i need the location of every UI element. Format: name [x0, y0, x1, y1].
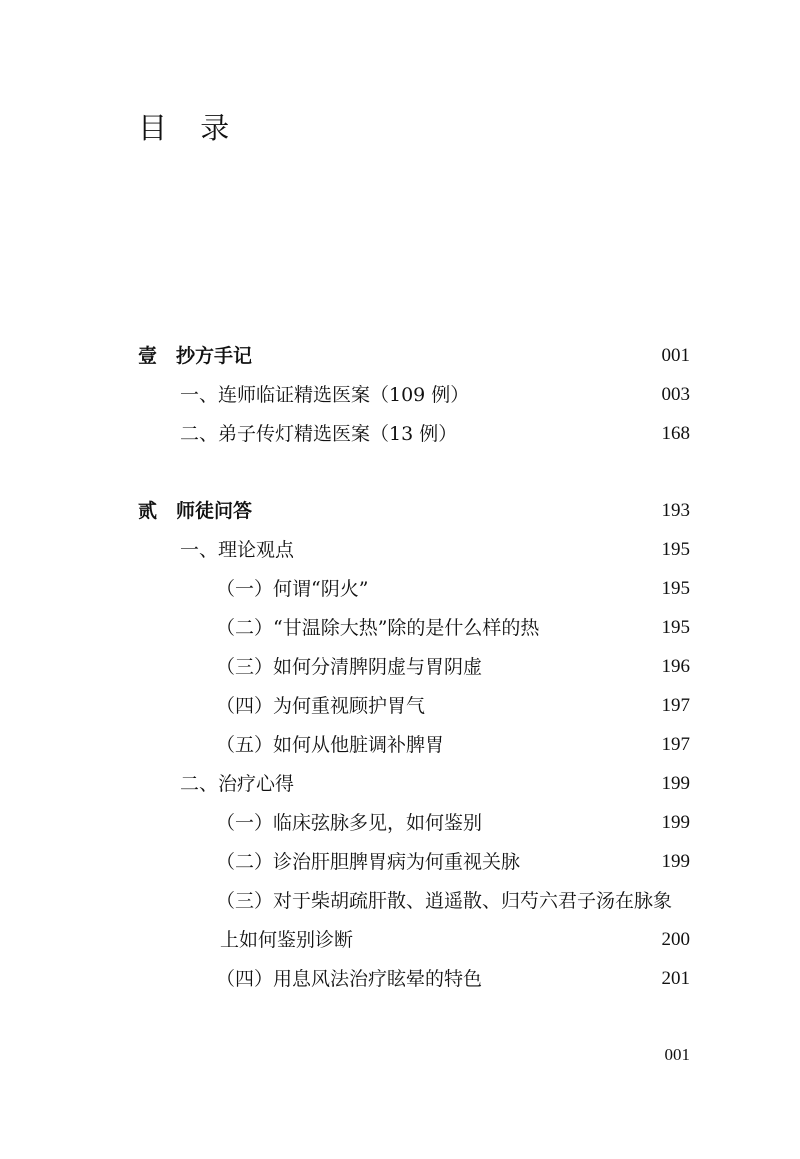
toc-entry-text: 上如何鉴别诊断: [220, 929, 354, 951]
footer-page-number: 001: [664, 1045, 690, 1064]
toc-subsection[interactable]: [0, 652, 800, 682]
toc-entry-text: 二、治疗心得: [180, 773, 295, 795]
toc-page-number: 001: [661, 345, 690, 366]
part-number: 壹: [138, 345, 158, 367]
toc-page-number: 199: [661, 812, 690, 833]
toc-page-number: 168: [661, 423, 690, 444]
toc-entry-text: （一）何谓“阴火”: [216, 578, 369, 600]
toc-entry-text: （三）对于柴胡疏肝散、逍遥散、归芍六君子汤在脉象: [216, 890, 673, 912]
toc-page-number: 201: [661, 968, 690, 989]
toc-part-1[interactable]: [0, 341, 800, 371]
toc-entry-text: （二）诊治肝胆脾胃病为何重视关脉: [216, 851, 521, 873]
toc-subsection[interactable]: [0, 808, 800, 838]
toc-page-number: 199: [661, 773, 690, 794]
toc-entry-text: （四）用息风法治疗眩晕的特色: [216, 968, 483, 990]
toc-page-number: 193: [661, 500, 690, 521]
toc-entry-text: 一、连师临证精选医案（109 例）: [180, 384, 470, 406]
toc-page-number: 195: [661, 617, 690, 638]
toc-entry-text: （五）如何从他脏调补脾胃: [216, 734, 445, 756]
toc-page-number: 200: [661, 929, 690, 950]
toc-subsection[interactable]: [0, 964, 800, 994]
toc-subsection[interactable]: [0, 730, 800, 760]
toc-page-number: 197: [661, 734, 690, 755]
toc-subsection[interactable]: [0, 886, 800, 916]
toc-entry-text: （一）临床弦脉多见，如何鉴别: [216, 812, 483, 834]
toc-section[interactable]: [0, 769, 800, 799]
toc-page-number: 195: [661, 578, 690, 599]
toc-section[interactable]: [0, 419, 800, 449]
toc-page-number: 003: [661, 384, 690, 405]
toc-entry-text: （二）“甘温除大热”除的是什么样的热: [216, 617, 540, 639]
toc-subsection[interactable]: [0, 691, 800, 721]
toc-subsection[interactable]: [0, 613, 800, 643]
toc-entry-text: 抄方手记: [176, 345, 253, 367]
toc-part-2[interactable]: [0, 496, 800, 526]
toc-entry-text: （四）为何重视顾护胃气: [216, 695, 426, 717]
page-title: 目 录: [138, 111, 242, 145]
toc-page-number: 199: [661, 851, 690, 872]
toc-subsection[interactable]: [0, 847, 800, 877]
toc-section[interactable]: [0, 380, 800, 410]
toc-section[interactable]: [0, 535, 800, 565]
toc-entry-text: （三）如何分清脾阴虚与胃阴虚: [216, 656, 483, 678]
toc-subsection[interactable]: [0, 574, 800, 604]
toc-entry-text: 师徒问答: [176, 500, 253, 522]
toc-subsection-continuation[interactable]: [0, 925, 800, 955]
part-number: 贰: [138, 500, 158, 522]
toc-entry-text: 一、理论观点: [180, 539, 295, 561]
toc-page-number: 197: [661, 695, 690, 716]
toc-page-number: 196: [661, 656, 690, 677]
toc-entry-text: 二、弟子传灯精选医案（13 例）: [180, 423, 458, 445]
toc-page-number: 195: [661, 539, 690, 560]
